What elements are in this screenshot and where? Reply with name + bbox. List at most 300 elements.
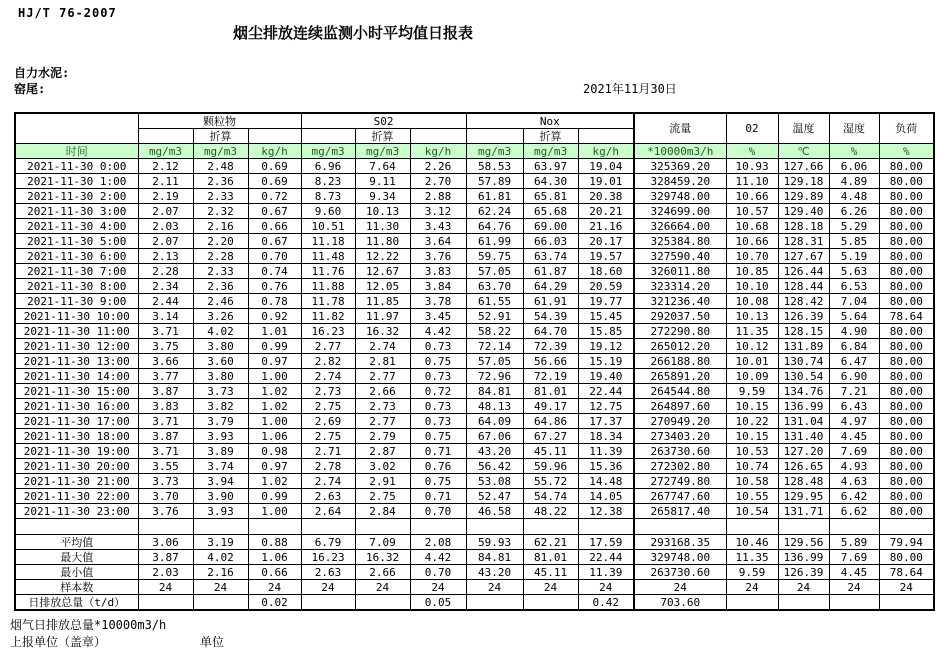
summary-value-cell: 24 bbox=[466, 580, 523, 595]
summary-value-cell: 59.93 bbox=[466, 535, 523, 550]
table-row bbox=[15, 159, 934, 174]
value-cell: 2.13 bbox=[138, 249, 193, 264]
value-cell: 6.42 bbox=[829, 489, 879, 504]
value-cell: 55.72 bbox=[523, 474, 578, 489]
sub-cell bbox=[138, 129, 193, 144]
value-cell: 0.71 bbox=[410, 489, 466, 504]
summary-value-cell: 24 bbox=[829, 580, 879, 595]
summary-value-cell: 81.01 bbox=[523, 550, 578, 565]
value-cell: 131.04 bbox=[778, 414, 829, 429]
value-cell: 126.44 bbox=[778, 264, 829, 279]
value-cell: 6.62 bbox=[829, 504, 879, 519]
value-cell: 69.00 bbox=[523, 219, 578, 234]
value-cell: 3.80 bbox=[193, 369, 248, 384]
value-cell: 15.85 bbox=[578, 324, 634, 339]
table-row bbox=[15, 504, 934, 519]
value-cell: 2.87 bbox=[355, 444, 410, 459]
value-cell: 272749.80 bbox=[634, 474, 726, 489]
value-cell: 11.35 bbox=[726, 324, 778, 339]
value-cell: 5.85 bbox=[829, 234, 879, 249]
col-humidity: 湿度 bbox=[829, 113, 879, 144]
value-cell: 9.60 bbox=[301, 204, 355, 219]
value-cell: 264897.60 bbox=[634, 399, 726, 414]
value-cell: 0.97 bbox=[248, 459, 301, 474]
value-cell: 15.36 bbox=[578, 459, 634, 474]
value-cell: 2.16 bbox=[193, 219, 248, 234]
value-cell: 3.43 bbox=[410, 219, 466, 234]
value-cell: 0.76 bbox=[410, 459, 466, 474]
summary-value-cell: 293168.35 bbox=[634, 535, 726, 550]
summary-value-cell bbox=[301, 595, 355, 611]
corner-cell bbox=[15, 113, 138, 144]
value-cell: 265817.40 bbox=[634, 504, 726, 519]
empty-cell bbox=[634, 519, 726, 535]
value-cell: 11.48 bbox=[301, 249, 355, 264]
value-cell: 52.91 bbox=[466, 309, 523, 324]
value-cell: 81.01 bbox=[523, 384, 578, 399]
value-cell: 6.47 bbox=[829, 354, 879, 369]
col-group-pm: 颗粒物 bbox=[138, 113, 301, 129]
table-row bbox=[15, 489, 934, 504]
sub-cell bbox=[578, 129, 634, 144]
time-cell: 2021-11-30 10:00 bbox=[15, 309, 138, 324]
time-cell: 2021-11-30 1:00 bbox=[15, 174, 138, 189]
value-cell: 10.13 bbox=[355, 204, 410, 219]
value-cell: 2.19 bbox=[138, 189, 193, 204]
value-cell: 131.89 bbox=[778, 339, 829, 354]
value-cell: 9.34 bbox=[355, 189, 410, 204]
empty-cell bbox=[778, 519, 829, 535]
value-cell: 272290.80 bbox=[634, 324, 726, 339]
value-cell: 126.39 bbox=[778, 309, 829, 324]
value-cell: 10.58 bbox=[726, 474, 778, 489]
value-cell: 80.00 bbox=[879, 249, 934, 264]
value-cell: 58.53 bbox=[466, 159, 523, 174]
value-cell: 2.77 bbox=[355, 369, 410, 384]
value-cell: 0.92 bbox=[248, 309, 301, 324]
summary-row bbox=[15, 580, 934, 595]
time-cell: 2021-11-30 12:00 bbox=[15, 339, 138, 354]
value-cell: 3.87 bbox=[138, 429, 193, 444]
value-cell: 3.76 bbox=[410, 249, 466, 264]
value-cell: 2.36 bbox=[193, 279, 248, 294]
value-cell: 325369.20 bbox=[634, 159, 726, 174]
summary-value-cell: 24 bbox=[193, 580, 248, 595]
value-cell: 80.00 bbox=[879, 279, 934, 294]
value-cell: 19.04 bbox=[578, 159, 634, 174]
summary-label: 最小值 bbox=[15, 565, 138, 580]
summary-value-cell: 11.39 bbox=[578, 565, 634, 580]
summary-value-cell: 0.05 bbox=[410, 595, 466, 611]
summary-value-cell: 43.20 bbox=[466, 565, 523, 580]
station-label: 窑尾: bbox=[14, 82, 46, 96]
time-cell: 2021-11-30 13:00 bbox=[15, 354, 138, 369]
summary-value-cell: 2.63 bbox=[301, 565, 355, 580]
spacer-row bbox=[15, 519, 934, 535]
value-cell: 1.06 bbox=[248, 429, 301, 444]
value-cell: 64.30 bbox=[523, 174, 578, 189]
value-cell: 11.80 bbox=[355, 234, 410, 249]
value-cell: 6.96 bbox=[301, 159, 355, 174]
time-cell: 2021-11-30 20:00 bbox=[15, 459, 138, 474]
value-cell: 131.71 bbox=[778, 504, 829, 519]
value-cell: 3.55 bbox=[138, 459, 193, 474]
sub-cell-converted: 折算 bbox=[523, 129, 578, 144]
value-cell: 1.02 bbox=[248, 384, 301, 399]
value-cell: 4.48 bbox=[829, 189, 879, 204]
value-cell: 7.21 bbox=[829, 384, 879, 399]
value-cell: 48.22 bbox=[523, 504, 578, 519]
value-cell: 61.99 bbox=[466, 234, 523, 249]
summary-value-cell: 2.08 bbox=[410, 535, 466, 550]
value-cell: 2.28 bbox=[193, 249, 248, 264]
value-cell: 2.78 bbox=[301, 459, 355, 474]
value-cell: 327590.40 bbox=[634, 249, 726, 264]
value-cell: 5.63 bbox=[829, 264, 879, 279]
value-cell: 129.95 bbox=[778, 489, 829, 504]
value-cell: 0.73 bbox=[410, 369, 466, 384]
value-cell: 10.70 bbox=[726, 249, 778, 264]
value-cell: 3.87 bbox=[138, 384, 193, 399]
value-cell: 20.38 bbox=[578, 189, 634, 204]
summary-label: 最大值 bbox=[15, 550, 138, 565]
value-cell: 80.00 bbox=[879, 339, 934, 354]
value-cell: 130.74 bbox=[778, 354, 829, 369]
value-cell: 19.40 bbox=[578, 369, 634, 384]
value-cell: 10.68 bbox=[726, 219, 778, 234]
summary-value-cell: 24 bbox=[726, 580, 778, 595]
value-cell: 10.66 bbox=[726, 234, 778, 249]
value-cell: 0.72 bbox=[410, 384, 466, 399]
value-cell: 128.15 bbox=[778, 324, 829, 339]
value-cell: 65.68 bbox=[523, 204, 578, 219]
value-cell: 10.51 bbox=[301, 219, 355, 234]
value-cell: 63.97 bbox=[523, 159, 578, 174]
unit-label: 单位 bbox=[200, 635, 225, 649]
value-cell: 10.13 bbox=[726, 309, 778, 324]
value-cell: 0.73 bbox=[410, 414, 466, 429]
value-cell: 2.81 bbox=[355, 354, 410, 369]
summary-value-cell: 24 bbox=[301, 580, 355, 595]
summary-label: 样本数 bbox=[15, 580, 138, 595]
value-cell: 12.67 bbox=[355, 264, 410, 279]
value-cell: 2.74 bbox=[355, 339, 410, 354]
table-row bbox=[15, 459, 934, 474]
value-cell: 54.74 bbox=[523, 489, 578, 504]
value-cell: 3.02 bbox=[355, 459, 410, 474]
value-cell: 6.53 bbox=[829, 279, 879, 294]
summary-value-cell: 7.69 bbox=[829, 550, 879, 565]
value-cell: 11.10 bbox=[726, 174, 778, 189]
units-row bbox=[15, 144, 934, 159]
value-cell: 3.64 bbox=[410, 234, 466, 249]
value-cell: 14.48 bbox=[578, 474, 634, 489]
value-cell: 0.74 bbox=[248, 264, 301, 279]
value-cell: 80.00 bbox=[879, 414, 934, 429]
unit-cell: kg/h bbox=[578, 144, 634, 159]
summary-value-cell: 263730.60 bbox=[634, 565, 726, 580]
value-cell: 45.11 bbox=[523, 444, 578, 459]
table-row bbox=[15, 219, 934, 234]
col-group-so2: S02 bbox=[301, 113, 466, 129]
value-cell: 12.22 bbox=[355, 249, 410, 264]
value-cell: 54.39 bbox=[523, 309, 578, 324]
summary-value-cell: 1.06 bbox=[248, 550, 301, 565]
value-cell: 4.97 bbox=[829, 414, 879, 429]
col-temp: 温度 bbox=[778, 113, 829, 144]
value-cell: 2.20 bbox=[193, 234, 248, 249]
value-cell: 10.85 bbox=[726, 264, 778, 279]
table-row bbox=[15, 309, 934, 324]
value-cell: 3.83 bbox=[138, 399, 193, 414]
table-row bbox=[15, 444, 934, 459]
time-cell: 2021-11-30 0:00 bbox=[15, 159, 138, 174]
value-cell: 128.48 bbox=[778, 474, 829, 489]
standard-code: HJ/T 76-2007 bbox=[18, 6, 117, 20]
table-row bbox=[15, 249, 934, 264]
table-row bbox=[15, 189, 934, 204]
value-cell: 326664.00 bbox=[634, 219, 726, 234]
value-cell: 11.82 bbox=[301, 309, 355, 324]
time-cell: 2021-11-30 21:00 bbox=[15, 474, 138, 489]
summary-row bbox=[15, 535, 934, 550]
value-cell: 3.14 bbox=[138, 309, 193, 324]
value-cell: 328459.20 bbox=[634, 174, 726, 189]
summary-value-cell: 3.06 bbox=[138, 535, 193, 550]
value-cell: 129.40 bbox=[778, 204, 829, 219]
summary-label: 平均值 bbox=[15, 535, 138, 550]
value-cell: 2.75 bbox=[355, 489, 410, 504]
value-cell: 273403.20 bbox=[634, 429, 726, 444]
table-row bbox=[15, 204, 934, 219]
value-cell: 10.54 bbox=[726, 504, 778, 519]
summary-value-cell: 703.60 bbox=[634, 595, 726, 611]
value-cell: 48.13 bbox=[466, 399, 523, 414]
value-cell: 0.69 bbox=[248, 159, 301, 174]
value-cell: 270949.20 bbox=[634, 414, 726, 429]
unit-cell: % bbox=[726, 144, 778, 159]
time-cell: 2021-11-30 5:00 bbox=[15, 234, 138, 249]
value-cell: 2.79 bbox=[355, 429, 410, 444]
value-cell: 2.74 bbox=[301, 474, 355, 489]
value-cell: 43.20 bbox=[466, 444, 523, 459]
header-group-row bbox=[15, 113, 934, 129]
summary-value-cell: 80.00 bbox=[879, 550, 934, 565]
value-cell: 0.73 bbox=[410, 399, 466, 414]
value-cell: 2.33 bbox=[193, 189, 248, 204]
summary-value-cell: 16.32 bbox=[355, 550, 410, 565]
value-cell: 10.10 bbox=[726, 279, 778, 294]
value-cell: 20.21 bbox=[578, 204, 634, 219]
value-cell: 2.73 bbox=[301, 384, 355, 399]
empty-cell bbox=[248, 519, 301, 535]
table-row bbox=[15, 294, 934, 309]
value-cell: 2.33 bbox=[193, 264, 248, 279]
value-cell: 2.77 bbox=[301, 339, 355, 354]
value-cell: 3.73 bbox=[193, 384, 248, 399]
value-cell: 3.70 bbox=[138, 489, 193, 504]
data-rows bbox=[15, 159, 934, 611]
value-cell: 0.99 bbox=[248, 489, 301, 504]
value-cell: 2.91 bbox=[355, 474, 410, 489]
empty-cell bbox=[578, 519, 634, 535]
value-cell: 63.74 bbox=[523, 249, 578, 264]
value-cell: 3.80 bbox=[193, 339, 248, 354]
value-cell: 0.72 bbox=[248, 189, 301, 204]
value-cell: 56.42 bbox=[466, 459, 523, 474]
value-cell: 3.76 bbox=[138, 504, 193, 519]
value-cell: 58.22 bbox=[466, 324, 523, 339]
value-cell: 9.59 bbox=[726, 384, 778, 399]
summary-value-cell bbox=[778, 595, 829, 611]
value-cell: 80.00 bbox=[879, 204, 934, 219]
value-cell: 11.97 bbox=[355, 309, 410, 324]
value-cell: 3.89 bbox=[193, 444, 248, 459]
value-cell: 57.05 bbox=[466, 264, 523, 279]
value-cell: 21.16 bbox=[578, 219, 634, 234]
value-cell: 265012.20 bbox=[634, 339, 726, 354]
value-cell: 57.89 bbox=[466, 174, 523, 189]
table-row bbox=[15, 414, 934, 429]
value-cell: 3.83 bbox=[410, 264, 466, 279]
time-cell: 2021-11-30 23:00 bbox=[15, 504, 138, 519]
value-cell: 64.29 bbox=[523, 279, 578, 294]
empty-cell bbox=[466, 519, 523, 535]
value-cell: 56.66 bbox=[523, 354, 578, 369]
table-row bbox=[15, 234, 934, 249]
flue-gas-total-note: 烟气日排放总量*10000m3/h bbox=[10, 618, 167, 632]
value-cell: 0.75 bbox=[410, 429, 466, 444]
time-cell: 2021-11-30 8:00 bbox=[15, 279, 138, 294]
summary-value-cell: 2.16 bbox=[193, 565, 248, 580]
value-cell: 10.57 bbox=[726, 204, 778, 219]
value-cell: 128.42 bbox=[778, 294, 829, 309]
value-cell: 5.19 bbox=[829, 249, 879, 264]
summary-value-cell: 11.35 bbox=[726, 550, 778, 565]
value-cell: 2.32 bbox=[193, 204, 248, 219]
time-cell: 2021-11-30 17:00 bbox=[15, 414, 138, 429]
col-flow: 流量 bbox=[634, 113, 726, 144]
value-cell: 2.12 bbox=[138, 159, 193, 174]
empty-cell bbox=[138, 519, 193, 535]
summary-value-cell: 7.09 bbox=[355, 535, 410, 550]
value-cell: 11.78 bbox=[301, 294, 355, 309]
table-row bbox=[15, 279, 934, 294]
value-cell: 8.23 bbox=[301, 174, 355, 189]
unit-cell: mg/m3 bbox=[355, 144, 410, 159]
col-load: 负荷 bbox=[879, 113, 934, 144]
value-cell: 3.79 bbox=[193, 414, 248, 429]
value-cell: 3.45 bbox=[410, 309, 466, 324]
value-cell: 321236.40 bbox=[634, 294, 726, 309]
value-cell: 1.01 bbox=[248, 324, 301, 339]
value-cell: 80.00 bbox=[879, 384, 934, 399]
value-cell: 0.97 bbox=[248, 354, 301, 369]
value-cell: 10.08 bbox=[726, 294, 778, 309]
value-cell: 326011.80 bbox=[634, 264, 726, 279]
table-row bbox=[15, 174, 934, 189]
value-cell: 57.05 bbox=[466, 354, 523, 369]
sub-cell bbox=[410, 129, 466, 144]
table-row bbox=[15, 324, 934, 339]
value-cell: 80.00 bbox=[879, 504, 934, 519]
summary-value-cell: 24 bbox=[355, 580, 410, 595]
value-cell: 72.19 bbox=[523, 369, 578, 384]
value-cell: 264544.80 bbox=[634, 384, 726, 399]
value-cell: 59.75 bbox=[466, 249, 523, 264]
unit-cell: % bbox=[879, 144, 934, 159]
summary-value-cell bbox=[138, 595, 193, 611]
value-cell: 80.00 bbox=[879, 174, 934, 189]
value-cell: 4.63 bbox=[829, 474, 879, 489]
value-cell: 63.70 bbox=[466, 279, 523, 294]
value-cell: 14.05 bbox=[578, 489, 634, 504]
value-cell: 11.39 bbox=[578, 444, 634, 459]
value-cell: 2.69 bbox=[301, 414, 355, 429]
unit-cell: % bbox=[829, 144, 879, 159]
value-cell: 19.01 bbox=[578, 174, 634, 189]
value-cell: 67.27 bbox=[523, 429, 578, 444]
summary-value-cell bbox=[726, 595, 778, 611]
value-cell: 72.39 bbox=[523, 339, 578, 354]
value-cell: 0.98 bbox=[248, 444, 301, 459]
summary-value-cell: 0.42 bbox=[578, 595, 634, 611]
value-cell: 3.71 bbox=[138, 324, 193, 339]
unit-cell: mg/m3 bbox=[301, 144, 355, 159]
summary-value-cell: 79.94 bbox=[879, 535, 934, 550]
value-cell: 3.71 bbox=[138, 444, 193, 459]
summary-value-cell: 17.59 bbox=[578, 535, 634, 550]
value-cell: 67.06 bbox=[466, 429, 523, 444]
value-cell: 18.34 bbox=[578, 429, 634, 444]
value-cell: 136.99 bbox=[778, 399, 829, 414]
value-cell: 2.26 bbox=[410, 159, 466, 174]
col-o2: 02 bbox=[726, 113, 778, 144]
table-row bbox=[15, 474, 934, 489]
summary-value-cell: 24 bbox=[410, 580, 466, 595]
value-cell: 5.64 bbox=[829, 309, 879, 324]
table-row bbox=[15, 339, 934, 354]
value-cell: 10.66 bbox=[726, 189, 778, 204]
value-cell: 80.00 bbox=[879, 234, 934, 249]
empty-cell bbox=[301, 519, 355, 535]
value-cell: 18.60 bbox=[578, 264, 634, 279]
value-cell: 6.26 bbox=[829, 204, 879, 219]
value-cell: 8.73 bbox=[301, 189, 355, 204]
value-cell: 2.84 bbox=[355, 504, 410, 519]
value-cell: 2.44 bbox=[138, 294, 193, 309]
summary-value-cell: 6.79 bbox=[301, 535, 355, 550]
value-cell: 0.75 bbox=[410, 354, 466, 369]
unit-cell: mg/m3 bbox=[523, 144, 578, 159]
report-table bbox=[14, 112, 935, 611]
value-cell: 80.00 bbox=[879, 444, 934, 459]
summary-value-cell: 10.46 bbox=[726, 535, 778, 550]
value-cell: 61.55 bbox=[466, 294, 523, 309]
value-cell: 292037.50 bbox=[634, 309, 726, 324]
value-cell: 1.00 bbox=[248, 414, 301, 429]
value-cell: 10.09 bbox=[726, 369, 778, 384]
value-cell: 3.75 bbox=[138, 339, 193, 354]
value-cell: 1.00 bbox=[248, 369, 301, 384]
table-row bbox=[15, 384, 934, 399]
value-cell: 16.23 bbox=[301, 324, 355, 339]
value-cell: 324699.00 bbox=[634, 204, 726, 219]
summary-value-cell: 329748.00 bbox=[634, 550, 726, 565]
value-cell: 12.75 bbox=[578, 399, 634, 414]
value-cell: 2.71 bbox=[301, 444, 355, 459]
table-row bbox=[15, 354, 934, 369]
